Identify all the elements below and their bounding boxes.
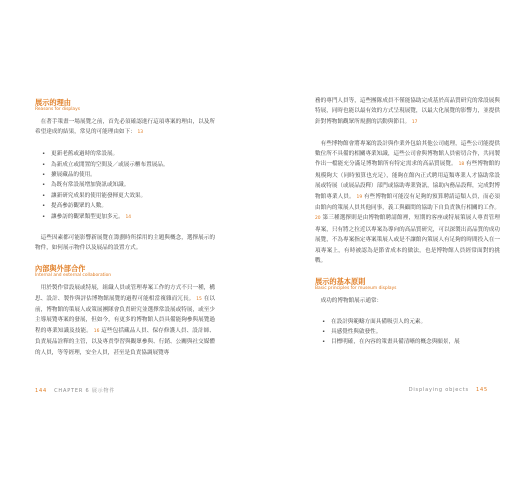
section-title-zh: 內部與外部合作 <box>35 264 86 274</box>
list-item <box>331 337 500 347</box>
list-item <box>51 180 215 190</box>
section-title-zh: 展示的基本原則 <box>315 276 366 286</box>
page-number: 145 <box>476 387 488 393</box>
running-head: CHAPTER 6 展示物件 <box>54 388 116 394</box>
page-number: 144 <box>35 388 47 394</box>
continued-paragraph <box>315 96 500 128</box>
list-item <box>51 170 215 180</box>
list-item <box>51 149 215 159</box>
body-text: 有些博物館的規模夠大（同時預算也充足），能夠在館內正式聘用這類專業人才協助常設展或特展（或展品設釋）部門或協助專業資訊，協助內務品設釋，完成對博物館專業人員。 <box>315 161 500 200</box>
reasons-list <box>35 149 215 223</box>
note-ref: 16 <box>93 328 100 334</box>
note-ref: 17 <box>411 119 418 125</box>
right-footer <box>409 387 488 393</box>
list-item <box>51 160 215 170</box>
body-text: 第三種選擇則是由博物館聘請館裡，短期的客座或特展策展人專責管理專案，只有將之拉近以專案為導向的高品質研究，可以深製出高品質的成功展覽，不為專案指定專案策展人或是不讓館內策展人有足夠的時間投入在一項專案上，有時被認為是節省成本的做法，也是博物館人員經常面對的挑戰。 <box>315 215 500 265</box>
note-ref: 13 <box>137 130 144 136</box>
closing-paragraph: 這些因素都可能影響新展覽在籌劃時所採用的主題與概念，選擇展示的物件，如何展示物件以及展品的設置方式。 <box>35 235 215 252</box>
section-title-en: Reasons for displays <box>35 107 80 112</box>
body-text: 務的專門人員等，這些團隊成員不僅能協助完成基於高品質研究的常設展與特展，同時也能以最有效的方式呈現展覽，以最大化展覽的影響力，並提供針對博物館觀眾所規劃的活動與節目。 <box>315 98 500 125</box>
list-item-text: 提高參訪觀眾的人數。 <box>51 203 107 210</box>
section-title-en: Basic principles for museum displays <box>315 285 397 291</box>
section-title-en: Internal and external collaboration <box>35 273 112 279</box>
section-heading-collaboration <box>35 264 215 279</box>
list-item-text: 目標明確，在內容的策畫具備清晰的概念與願景，展 <box>331 339 460 346</box>
list-item-text: 在設計與範疇方面具備吸引人的元素。 <box>331 318 427 325</box>
list-item-text: 具感覺性與啟發性。 <box>331 329 382 336</box>
note-ref: 18 <box>458 162 465 168</box>
body-text: 這些包括藏品人員、保存修護人員、設計師、負責展品詮釋的主管，以及專責學習與觀眾參與、行銷、公關與社交媒體的人員，等等經理，安全人員，甚至是負責協調展覽專 <box>35 327 215 356</box>
list-item-text: 更新老舊或過時的常設展。 <box>51 151 119 158</box>
list-item <box>51 191 215 201</box>
body-text: 有些博物館可能沒有足夠的預算聘請這類人員，而必須由館內的策展人員其他同事，義工與顧問的協助下自負責執行相關的工作。 <box>315 193 500 212</box>
outsourcing-paragraph <box>315 139 500 267</box>
section-heading-principles <box>315 277 500 292</box>
section-heading-reasons <box>35 98 215 113</box>
principles-intro: 成功的博物館展示通常： <box>320 297 383 304</box>
principles-list <box>315 317 500 348</box>
list-item <box>331 317 500 327</box>
list-item-text: 讓新研究成果的使用能發揮更大效果。 <box>51 192 147 199</box>
body-text: 在以前，博物館的策展人或策展團隊會負責研究並選擇常設展或特展，或至少主導展覽專案的發展，但如今，有更多的博物館人員具備能夠參與展覽過程的專業知識及技能。 <box>35 295 215 334</box>
intro-text: 在著手策畫一場展覽之前，首先必須確認進行這項專案的理由，以及所希望達成的結果，常見的可能理由如下： <box>35 119 215 136</box>
right-page <box>260 0 520 500</box>
note-ref: 20 <box>315 216 321 222</box>
list-item <box>51 201 215 211</box>
body-text: 有些博物館會將專案的設計與作業外包給其他公司處理，這些公司能提供數位所不具備的相關專業知識，這些公司會與博物館人員密切合作，共同製作出一檔能充分滿足博物館所有特定需求的高品質展覽。 <box>315 140 500 168</box>
list-item-text: 擴展藏品的使用。 <box>51 172 96 179</box>
list-item <box>51 212 215 223</box>
left-footer <box>35 387 115 394</box>
left-column <box>35 98 215 368</box>
body-text: 用於製作常設展或特展，組織人員或管理專案工作的方式不只一種，構思、設計、製作與評估博物館展覽的過程可能相當複雜而冗長。 <box>35 285 215 302</box>
list-item-text: 讓參訪的觀眾類型更加多元。 <box>51 213 124 220</box>
intro-paragraph <box>35 117 215 139</box>
right-column <box>315 96 500 358</box>
note-ref: 15 <box>196 296 202 302</box>
note-ref: 14 <box>125 214 132 220</box>
collaboration-paragraph <box>35 283 215 358</box>
running-head: Displaying objects <box>408 387 469 393</box>
list-item-text: 為新成立或閒置的空間及／或展示櫃布置展品。 <box>51 161 169 168</box>
section-title-zh: 展示的理由 <box>35 98 71 107</box>
note-ref: 19 <box>356 194 363 200</box>
list-item <box>331 327 500 337</box>
list-item-text: 為既有常設展增加資訊或知識。 <box>51 182 130 189</box>
